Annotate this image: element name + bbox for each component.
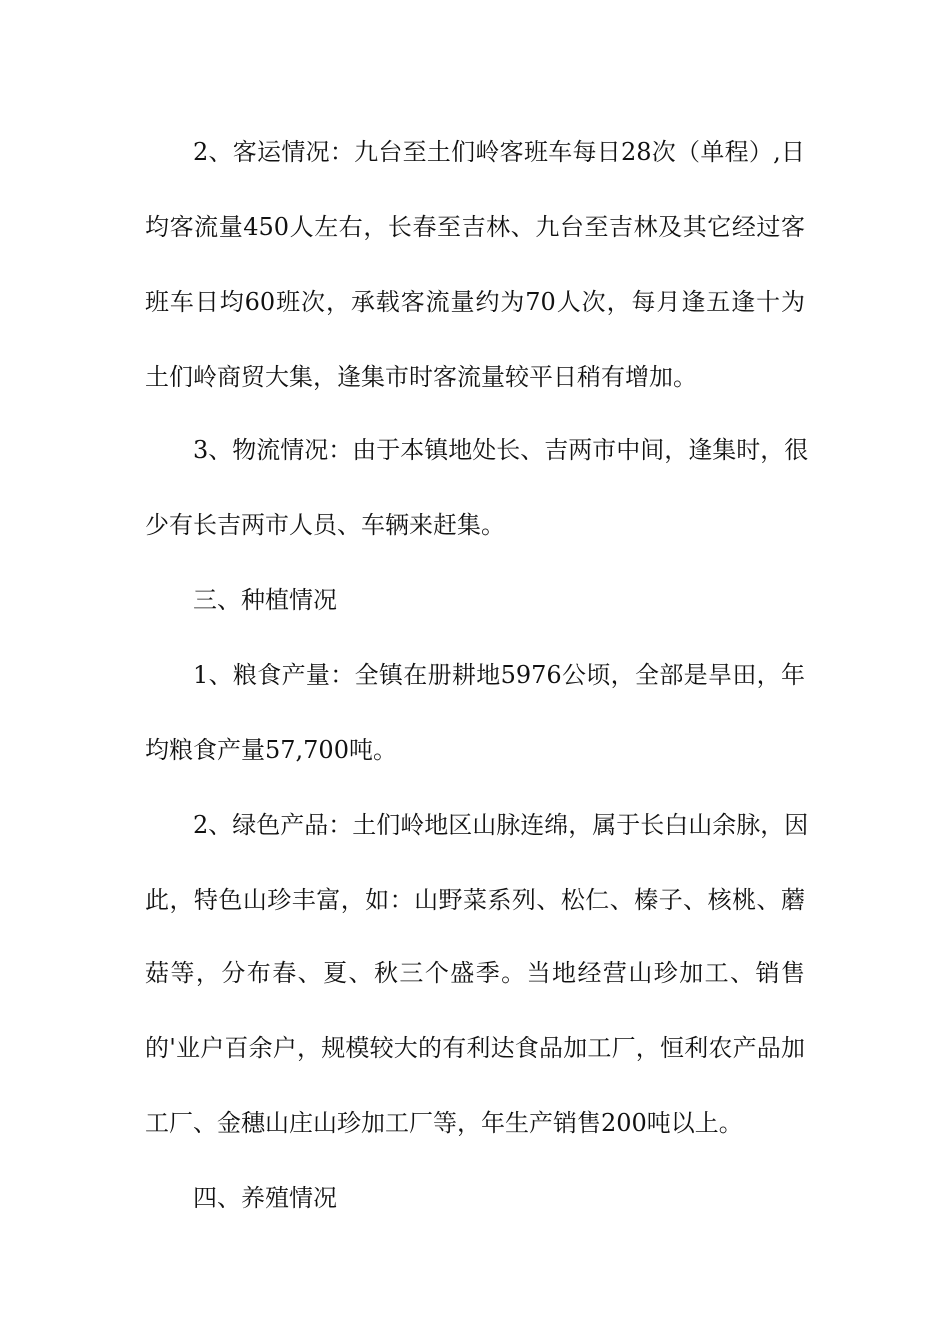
- paragraph-green-products-line-2: 此，特色山珍丰富，如：山野菜系列、松仁、榛子、核桃、蘑: [145, 886, 805, 914]
- paragraph-passenger-transport-line-2: 均客流量450人左右，长春至吉林、九台至吉林及其它经过客: [145, 213, 805, 241]
- paragraph-green-products-line-3: 菇等，分布春、夏、秋三个盛季。当地经营山珍加工、销售: [145, 959, 805, 987]
- section-heading-planting: 三、种植情况: [193, 586, 337, 614]
- paragraph-logistics-line-1: 3、物流情况：由于本镇地处长、吉两市中间，逢集时，很: [193, 436, 809, 464]
- paragraph-grain-line-2: 均粮食产量57,700吨。: [145, 736, 397, 764]
- paragraph-green-products-line-4: 的'业户百余户，规模较大的有利达食品加工厂，恒利农产品加: [145, 1034, 805, 1062]
- paragraph-logistics-line-2: 少有长吉两市人员、车辆来赶集。: [145, 511, 505, 539]
- paragraph-passenger-transport-line-4: 土们岭商贸大集，逢集市时客流量较平日稍有增加。: [145, 363, 697, 391]
- section-heading-breeding: 四、养殖情况: [193, 1184, 337, 1212]
- paragraph-green-products-line-5: 工厂、金穗山庄山珍加工厂等，年生产销售200吨以上。: [145, 1109, 743, 1137]
- paragraph-green-products-line-1: 2、绿色产品：土们岭地区山脉连绵，属于长白山余脉，因: [193, 811, 809, 839]
- paragraph-passenger-transport-line-3: 班车日均60班次，承载客流量约为70人次，每月逢五逢十为: [145, 288, 805, 316]
- paragraph-grain-line-1: 1、粮食产量：全镇在册耕地5976公顷，全部是旱田，年: [193, 661, 805, 689]
- paragraph-passenger-transport-line-1: 2、客运情况：九台至土们岭客班车每日28次（单程）,日: [193, 138, 805, 166]
